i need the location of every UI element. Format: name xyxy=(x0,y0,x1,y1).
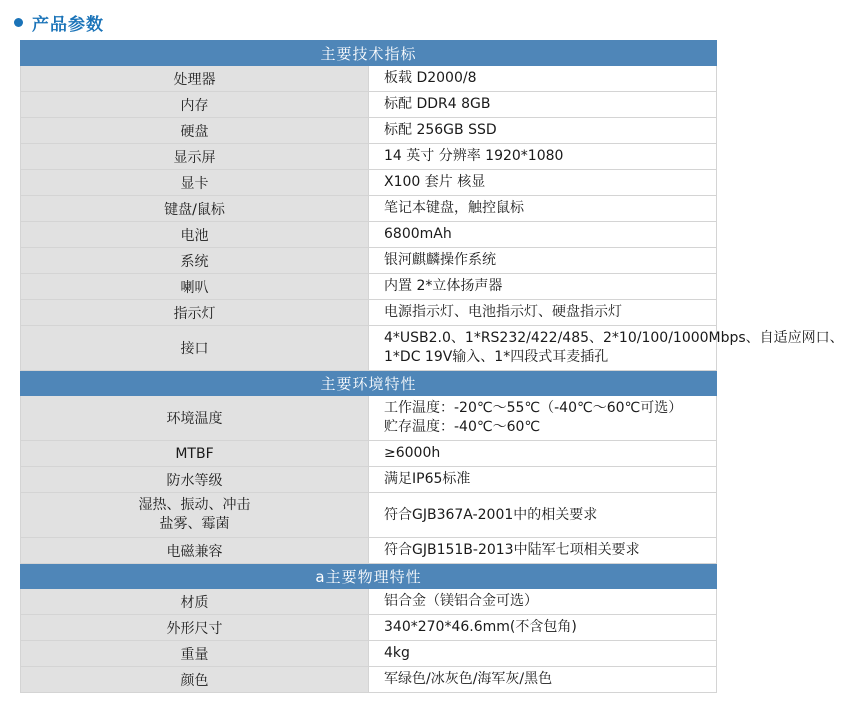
row-label: 接口 xyxy=(21,326,369,371)
row-label: 指示灯 xyxy=(21,300,369,326)
value-line: 工作温度：-20℃～55℃（-40℃～60℃可选） xyxy=(384,400,683,416)
table-row xyxy=(21,615,717,641)
table-row xyxy=(21,538,717,564)
row-label: 内存 xyxy=(21,92,369,118)
row-label: MTBF xyxy=(21,441,369,467)
row-value: 14 英寸 分辨率 1920*1080 xyxy=(369,144,717,170)
value-line: 1*DC 19V输入、1*四段式耳麦插孔 xyxy=(384,349,609,365)
row-value: 满足IP65标准 xyxy=(369,467,717,493)
value-line: 4*USB2.0、1*RS232/422/485、2*10/100/1000Mbps、自适应网口、 xyxy=(384,330,844,346)
row-value xyxy=(369,326,844,371)
row-label xyxy=(21,493,369,538)
table-row xyxy=(21,248,717,274)
row-label: 系统 xyxy=(21,248,369,274)
row-value: 340*270*46.6mm(不含包角) xyxy=(369,615,717,641)
table-row xyxy=(21,467,717,493)
row-label: 键盘/鼠标 xyxy=(21,196,369,222)
row-value: 标配 256GB SSD xyxy=(369,118,717,144)
row-label: 颜色 xyxy=(21,667,369,693)
row-value: 板载 D2000/8 xyxy=(369,66,717,92)
table-row xyxy=(21,274,717,300)
table-row xyxy=(21,222,717,248)
row-value: ≥6000h xyxy=(369,441,717,467)
label-line: 盐雾、霉菌 xyxy=(159,516,230,532)
row-value: 电源指示灯、电池指示灯、硬盘指示灯 xyxy=(369,300,717,326)
row-label: 硬盘 xyxy=(21,118,369,144)
table-row xyxy=(21,641,717,667)
table-row xyxy=(21,66,717,92)
row-label: 材质 xyxy=(21,589,369,615)
row-label: 电磁兼容 xyxy=(21,538,369,564)
table-row xyxy=(21,92,717,118)
table-row xyxy=(21,170,717,196)
bullet-icon xyxy=(14,18,23,27)
label-line: 湿热、振动、冲击 xyxy=(138,497,251,513)
row-value: X100 套片 核显 xyxy=(369,170,717,196)
row-value: 标配 DDR4 8GB xyxy=(369,92,717,118)
section-header-tech xyxy=(21,41,717,66)
table-row xyxy=(21,144,717,170)
row-label: 防水等级 xyxy=(21,467,369,493)
row-value: 军绿色/冰灰色/海军灰/黑色 xyxy=(369,667,717,693)
section-heading xyxy=(14,8,104,36)
row-value: 铝合金（镁铝合金可选） xyxy=(369,589,717,615)
table-row xyxy=(21,441,717,467)
row-label: 环境温度 xyxy=(21,396,369,441)
row-label: 外形尺寸 xyxy=(21,615,369,641)
section-title: a主要物理特性 xyxy=(21,564,717,589)
value-line: 贮存温度：-40℃～60℃ xyxy=(384,419,541,435)
row-value: 内置 2*立体扬声器 xyxy=(369,274,717,300)
heading-title: 产品参数 xyxy=(32,14,104,35)
section-header-phys xyxy=(21,564,717,589)
row-label: 显卡 xyxy=(21,170,369,196)
section-title: 主要环境特性 xyxy=(21,371,717,396)
row-label: 处理器 xyxy=(21,66,369,92)
table-row xyxy=(21,396,717,441)
section-header-env xyxy=(21,371,717,396)
row-label: 显示屏 xyxy=(21,144,369,170)
table-row xyxy=(21,589,717,615)
table-row xyxy=(21,667,717,693)
table-row xyxy=(21,196,717,222)
row-value: 4kg xyxy=(369,641,717,667)
row-value xyxy=(369,396,717,441)
row-value: 符合GJB151B-2013中陆军七项相关要求 xyxy=(369,538,717,564)
table-row xyxy=(21,118,717,144)
row-value: 6800mAh xyxy=(369,222,717,248)
row-value: 银河麒麟操作系统 xyxy=(369,248,717,274)
section-title: 主要技术指标 xyxy=(21,41,717,66)
row-value: 符合GJB367A-2001中的相关要求 xyxy=(369,493,717,538)
row-label: 重量 xyxy=(21,641,369,667)
spec-table xyxy=(20,40,844,693)
row-label: 电池 xyxy=(21,222,369,248)
table-row xyxy=(21,326,717,371)
row-value: 笔记本键盘，触控鼠标 xyxy=(369,196,717,222)
row-label: 喇叭 xyxy=(21,274,369,300)
table-row xyxy=(21,493,717,538)
table-row xyxy=(21,300,717,326)
